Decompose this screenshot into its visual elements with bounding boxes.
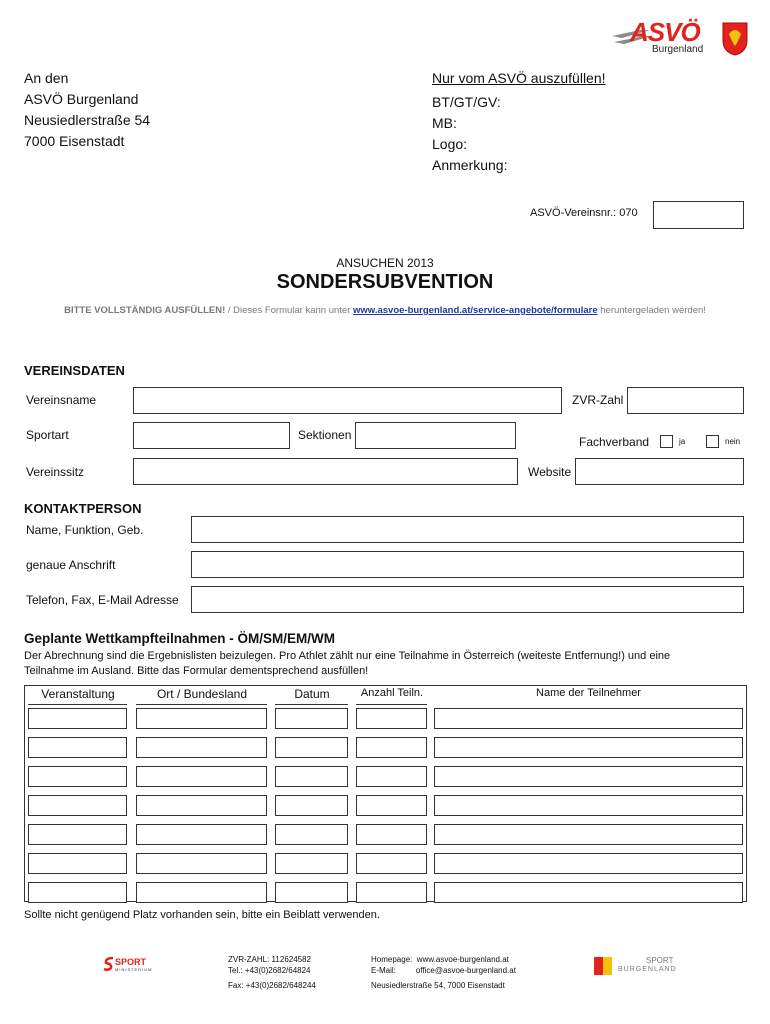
table-cell-anzahl-input[interactable] <box>356 853 427 874</box>
kontakt-telefon-input[interactable] <box>191 586 744 613</box>
table-cell-datum-input[interactable] <box>275 882 348 903</box>
col-header-anzahl: Anzahl Teiln. <box>360 687 424 699</box>
sport-burgenland-top: SPORT <box>646 956 674 965</box>
table-cell-anzahl-input[interactable] <box>356 795 427 816</box>
table-cell-veranstaltung-input[interactable] <box>28 737 127 758</box>
sport-burgenland-logo <box>594 954 679 978</box>
col-header-ort: Ort / Bundesland <box>156 687 248 701</box>
asvoe-logo <box>610 17 750 60</box>
table-cell-ort-input[interactable] <box>136 882 267 903</box>
col-header-veranstaltung: Veranstaltung <box>41 687 115 701</box>
fachverband-nein-label: nein <box>725 437 741 446</box>
table-cell-veranstaltung-input[interactable] <box>28 766 127 787</box>
vereinsname-label: Vereinsname <box>26 393 97 407</box>
footer-tel: Tel.: +43(0)2682/64824 <box>228 966 311 975</box>
table-cell-datum-input[interactable] <box>275 766 348 787</box>
sport-ministerium-text: SPORT <box>115 957 147 967</box>
asvoe-logo-text: ASVÖ <box>630 17 700 47</box>
table-cell-ort-input[interactable] <box>136 737 267 758</box>
table-cell-ort-input[interactable] <box>136 766 267 787</box>
official-use-logo: Logo: <box>432 136 468 152</box>
vereinsnr-input[interactable] <box>653 201 744 229</box>
wettkampf-desc-line1: Der Abrechnung sind die Ergebnislisten beizulegen. Pro Athlet zählt nur eine Teilnahme in Österreich (weiteste Entfernung!) und eine <box>24 650 671 662</box>
wettkampf-note: Sollte nicht genügend Platz vorhanden sein, bitte ein Beiblatt verwenden. <box>24 909 380 921</box>
asvoe-logo-region: Burgenland <box>652 44 704 55</box>
table-cell-teilnehmer-input[interactable] <box>434 766 743 787</box>
instructions-line <box>0 305 770 316</box>
kontakt-anschrift-label: genaue Anschrift <box>26 558 116 572</box>
table-cell-anzahl-input[interactable] <box>356 766 427 787</box>
page-title: SONDERSUBVENTION <box>276 271 494 293</box>
footer-fax: Fax: +43(0)2682/648244 <box>228 981 316 990</box>
table-cell-teilnehmer-input[interactable] <box>434 737 743 758</box>
table-cell-anzahl-input[interactable] <box>356 824 427 845</box>
formulare-link[interactable]: www.asvoe-burgenland.at/service-angebote/formulare <box>353 305 598 316</box>
table-cell-datum-input[interactable] <box>275 737 348 758</box>
sportart-label: Sportart <box>26 428 69 442</box>
col-header-datum: Datum <box>294 687 330 701</box>
official-use-bt: BT/GT/GV: <box>432 94 501 110</box>
vereinssitz-label: Vereinssitz <box>26 465 85 479</box>
instructions-text: / Dieses Formular kann unter <box>225 305 354 316</box>
fachverband-ja-checkbox[interactable] <box>660 435 673 448</box>
sportart-input[interactable] <box>133 422 290 449</box>
sport-ministerium-sub: MINISTERIUM <box>115 967 153 972</box>
col-underline-ort <box>136 704 267 705</box>
footer-homepage: Homepage: www.asvoe-burgenland.at <box>371 955 509 964</box>
instructions-bold: BITTE VOLLSTÄNDIG AUSFÜLLEN! <box>64 305 226 316</box>
table-cell-teilnehmer-input[interactable] <box>434 708 743 729</box>
kontakt-name-label: Name, Funktion, Geb. <box>26 523 144 537</box>
zvr-label: ZVR-Zahl <box>572 393 624 407</box>
website-label: Website <box>528 465 572 479</box>
instructions-tail: heruntergeladen werden! <box>597 305 706 316</box>
website-input[interactable] <box>575 458 744 485</box>
official-use-mb: MB: <box>432 115 457 131</box>
sport-ministerium-logo <box>103 956 163 976</box>
table-cell-ort-input[interactable] <box>136 708 267 729</box>
vereinsdaten-heading: VEREINSDATEN <box>24 363 125 378</box>
sport-burgenland-flag-red <box>594 957 603 975</box>
wettkampf-desc-line2: Teilnahme im Ausland. Bitte das Formular dementsprechend ausfüllen! <box>24 665 369 677</box>
col-underline-datum <box>275 704 348 705</box>
kontakt-anschrift-input[interactable] <box>191 551 744 578</box>
table-cell-ort-input[interactable] <box>136 795 267 816</box>
table-cell-datum-input[interactable] <box>275 795 348 816</box>
wettkampf-heading: Geplante Wettkampfteilnahmen - ÖM/SM/EM/WM <box>24 631 336 646</box>
address-line-1: An den <box>24 70 69 86</box>
table-cell-teilnehmer-input[interactable] <box>434 853 743 874</box>
official-use-title: Nur vom ASVÖ auszufüllen! <box>432 70 606 86</box>
sektionen-label: Sektionen <box>298 428 352 442</box>
sektionen-input[interactable] <box>355 422 516 449</box>
zvr-input[interactable] <box>627 387 744 414</box>
title-sub: ANSUCHEN 2013 <box>336 256 434 270</box>
table-cell-datum-input[interactable] <box>275 824 348 845</box>
vereinsnr-label: ASVÖ-Vereinsnr.: 070 <box>530 207 638 219</box>
table-cell-ort-input[interactable] <box>136 824 267 845</box>
table-cell-veranstaltung-input[interactable] <box>28 824 127 845</box>
table-cell-anzahl-input[interactable] <box>356 737 427 758</box>
sport-ministerium-icon <box>103 956 115 972</box>
address-line-2: ASVÖ Burgenland <box>24 91 139 107</box>
table-cell-anzahl-input[interactable] <box>356 882 427 903</box>
vereinsname-input[interactable] <box>133 387 562 414</box>
col-underline-veranstaltung <box>28 704 127 705</box>
footer-street: Neusiedlerstraße 54, 7000 Eisenstadt <box>371 981 505 990</box>
table-cell-veranstaltung-input[interactable] <box>28 795 127 816</box>
footer-zvr: ZVR-ZAHL: 112624582 <box>228 955 312 964</box>
vereinssitz-input[interactable] <box>133 458 518 485</box>
table-cell-ort-input[interactable] <box>136 853 267 874</box>
table-cell-anzahl-input[interactable] <box>356 708 427 729</box>
kontakt-telefon-label: Telefon, Fax, E-Mail Adresse <box>26 593 179 607</box>
kontakt-heading: KONTAKTPERSON <box>24 501 142 516</box>
table-cell-datum-input[interactable] <box>275 708 348 729</box>
table-cell-datum-input[interactable] <box>275 853 348 874</box>
col-underline-anzahl <box>356 704 427 705</box>
table-cell-veranstaltung-input[interactable] <box>28 708 127 729</box>
footer-email: E-Mail: office@asvoe-burgenland.at <box>371 966 516 975</box>
burgenland-crest-icon <box>722 22 748 56</box>
sport-burgenland-flag-gold <box>603 957 612 975</box>
table-cell-teilnehmer-input[interactable] <box>434 824 743 845</box>
address-line-4: 7000 Eisenstadt <box>24 133 125 149</box>
table-cell-teilnehmer-input[interactable] <box>434 882 743 903</box>
fachverband-nein-checkbox[interactable] <box>706 435 719 448</box>
fachverband-label: Fachverband <box>579 435 650 449</box>
col-header-teilnehmer: Name der Teilnehmer <box>536 687 641 699</box>
kontakt-name-input[interactable] <box>191 516 744 543</box>
address-line-3: Neusiedlerstraße 54 <box>24 112 151 128</box>
table-cell-veranstaltung-input[interactable] <box>28 882 127 903</box>
official-use-anmerkung: Anmerkung: <box>432 157 508 173</box>
sport-burgenland-bottom: BURGENLAND <box>618 966 677 973</box>
fachverband-ja-label: ja <box>679 437 686 446</box>
table-cell-teilnehmer-input[interactable] <box>434 795 743 816</box>
table-cell-veranstaltung-input[interactable] <box>28 853 127 874</box>
